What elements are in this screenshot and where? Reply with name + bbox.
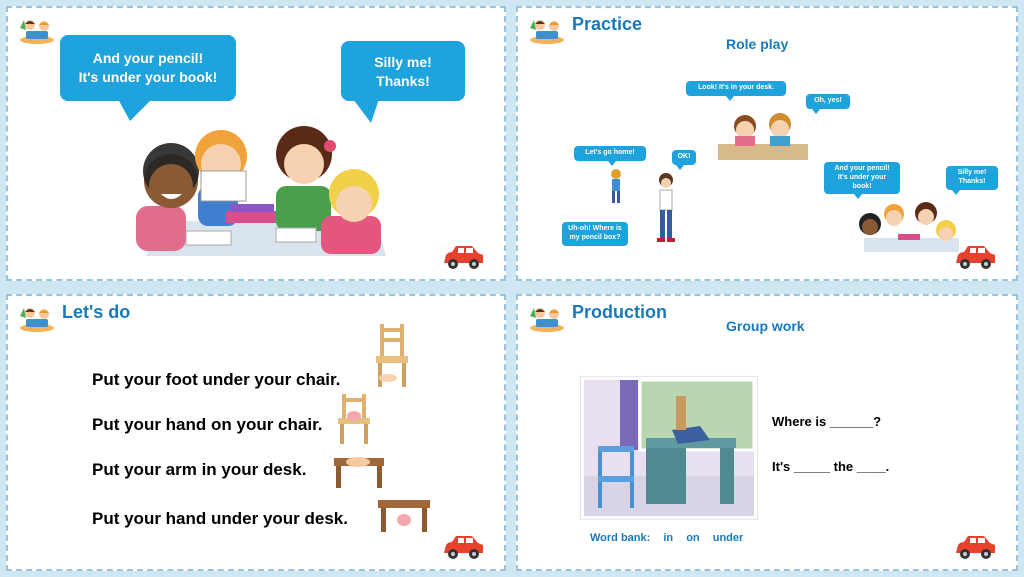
speech-bubble-pencil-small: [824, 162, 900, 194]
bubble-line-1: Silly me!: [374, 54, 432, 70]
kids-reading-logo-icon: [528, 304, 566, 332]
bubble-line-2: my pencil box?: [569, 233, 621, 241]
kids-reading-logo-icon: [18, 304, 56, 332]
speech-bubble-silly-small: [946, 166, 998, 190]
slide-subtitle: Group work: [726, 318, 805, 334]
red-car-icon: [952, 243, 998, 271]
bubble-text: Look! It's in your desk.: [698, 84, 774, 91]
slide-practice: [516, 6, 1018, 281]
desk-hand-under-icon: [378, 498, 430, 534]
word-bank: [590, 532, 753, 544]
bubble-line-2: Thanks!: [958, 177, 986, 185]
command-hand-on-chair: Put your hand on your chair.: [92, 415, 323, 434]
slide-title: Production: [572, 302, 667, 322]
desk-arm-icon: [334, 452, 384, 488]
children-at-desk-small-illustration: [854, 198, 966, 254]
speech-bubble-thanks: [341, 41, 465, 101]
classroom-photo: [580, 376, 758, 520]
red-car-icon: [440, 533, 486, 561]
question-where-is: Where is ______?: [772, 414, 882, 429]
speech-bubble-oh-yes: [806, 94, 850, 109]
slide-title: Let's do: [62, 302, 131, 322]
word-bank-under: under: [712, 532, 744, 544]
bubble-line-1: Uh-oh! Where is: [568, 225, 622, 232]
command-foot-under-chair: Put your foot under your chair.: [92, 370, 341, 389]
command-arm-in-desk: Put your arm in your desk.: [92, 460, 307, 479]
slide-subtitle: Role play: [726, 36, 789, 52]
slide-dialogue: [6, 6, 506, 281]
bubble-text: Let's go home!: [585, 149, 635, 156]
bubble-line-2: It's under your book!: [78, 69, 218, 85]
speech-bubble-look: [686, 81, 786, 96]
bubble-line-1: Silly me!: [957, 169, 987, 176]
red-car-icon: [952, 533, 998, 561]
kids-at-desk-illustration: [718, 106, 808, 161]
bubble-line-2: It's under your book!: [837, 173, 887, 190]
bubble-text: Oh, yes!: [814, 97, 842, 104]
answer-frame: It's _____ the ____.: [772, 459, 890, 474]
bubble-line-1: And your pencil!: [834, 165, 890, 172]
command-hand-under-desk: Put your hand under your desk.: [92, 509, 348, 528]
slide-production: [516, 294, 1018, 571]
slide-lets-do: [6, 294, 506, 571]
speech-bubble-uh-oh: [562, 222, 628, 246]
bubble-line-1: And your pencil!: [92, 50, 204, 66]
speech-bubble-pencil: [60, 35, 236, 101]
bubble-text: OK!: [677, 153, 691, 160]
slide-title: Practice: [572, 14, 643, 34]
kids-reading-logo-icon: [18, 16, 56, 44]
chair-foot-icon: [370, 320, 416, 390]
speech-bubble-lets-go: [574, 146, 646, 161]
word-bank-on: on: [686, 532, 700, 544]
kids-reading-logo-icon: [528, 16, 566, 44]
bubble-line-2: Thanks!: [376, 73, 430, 89]
children-at-desk-illustration: [126, 116, 401, 264]
word-bank-in: in: [663, 532, 674, 544]
word-bank-label: Word bank:: [590, 532, 651, 544]
speech-bubble-ok: [672, 150, 696, 165]
red-car-icon: [440, 243, 486, 271]
chair-hand-icon: [334, 392, 374, 446]
